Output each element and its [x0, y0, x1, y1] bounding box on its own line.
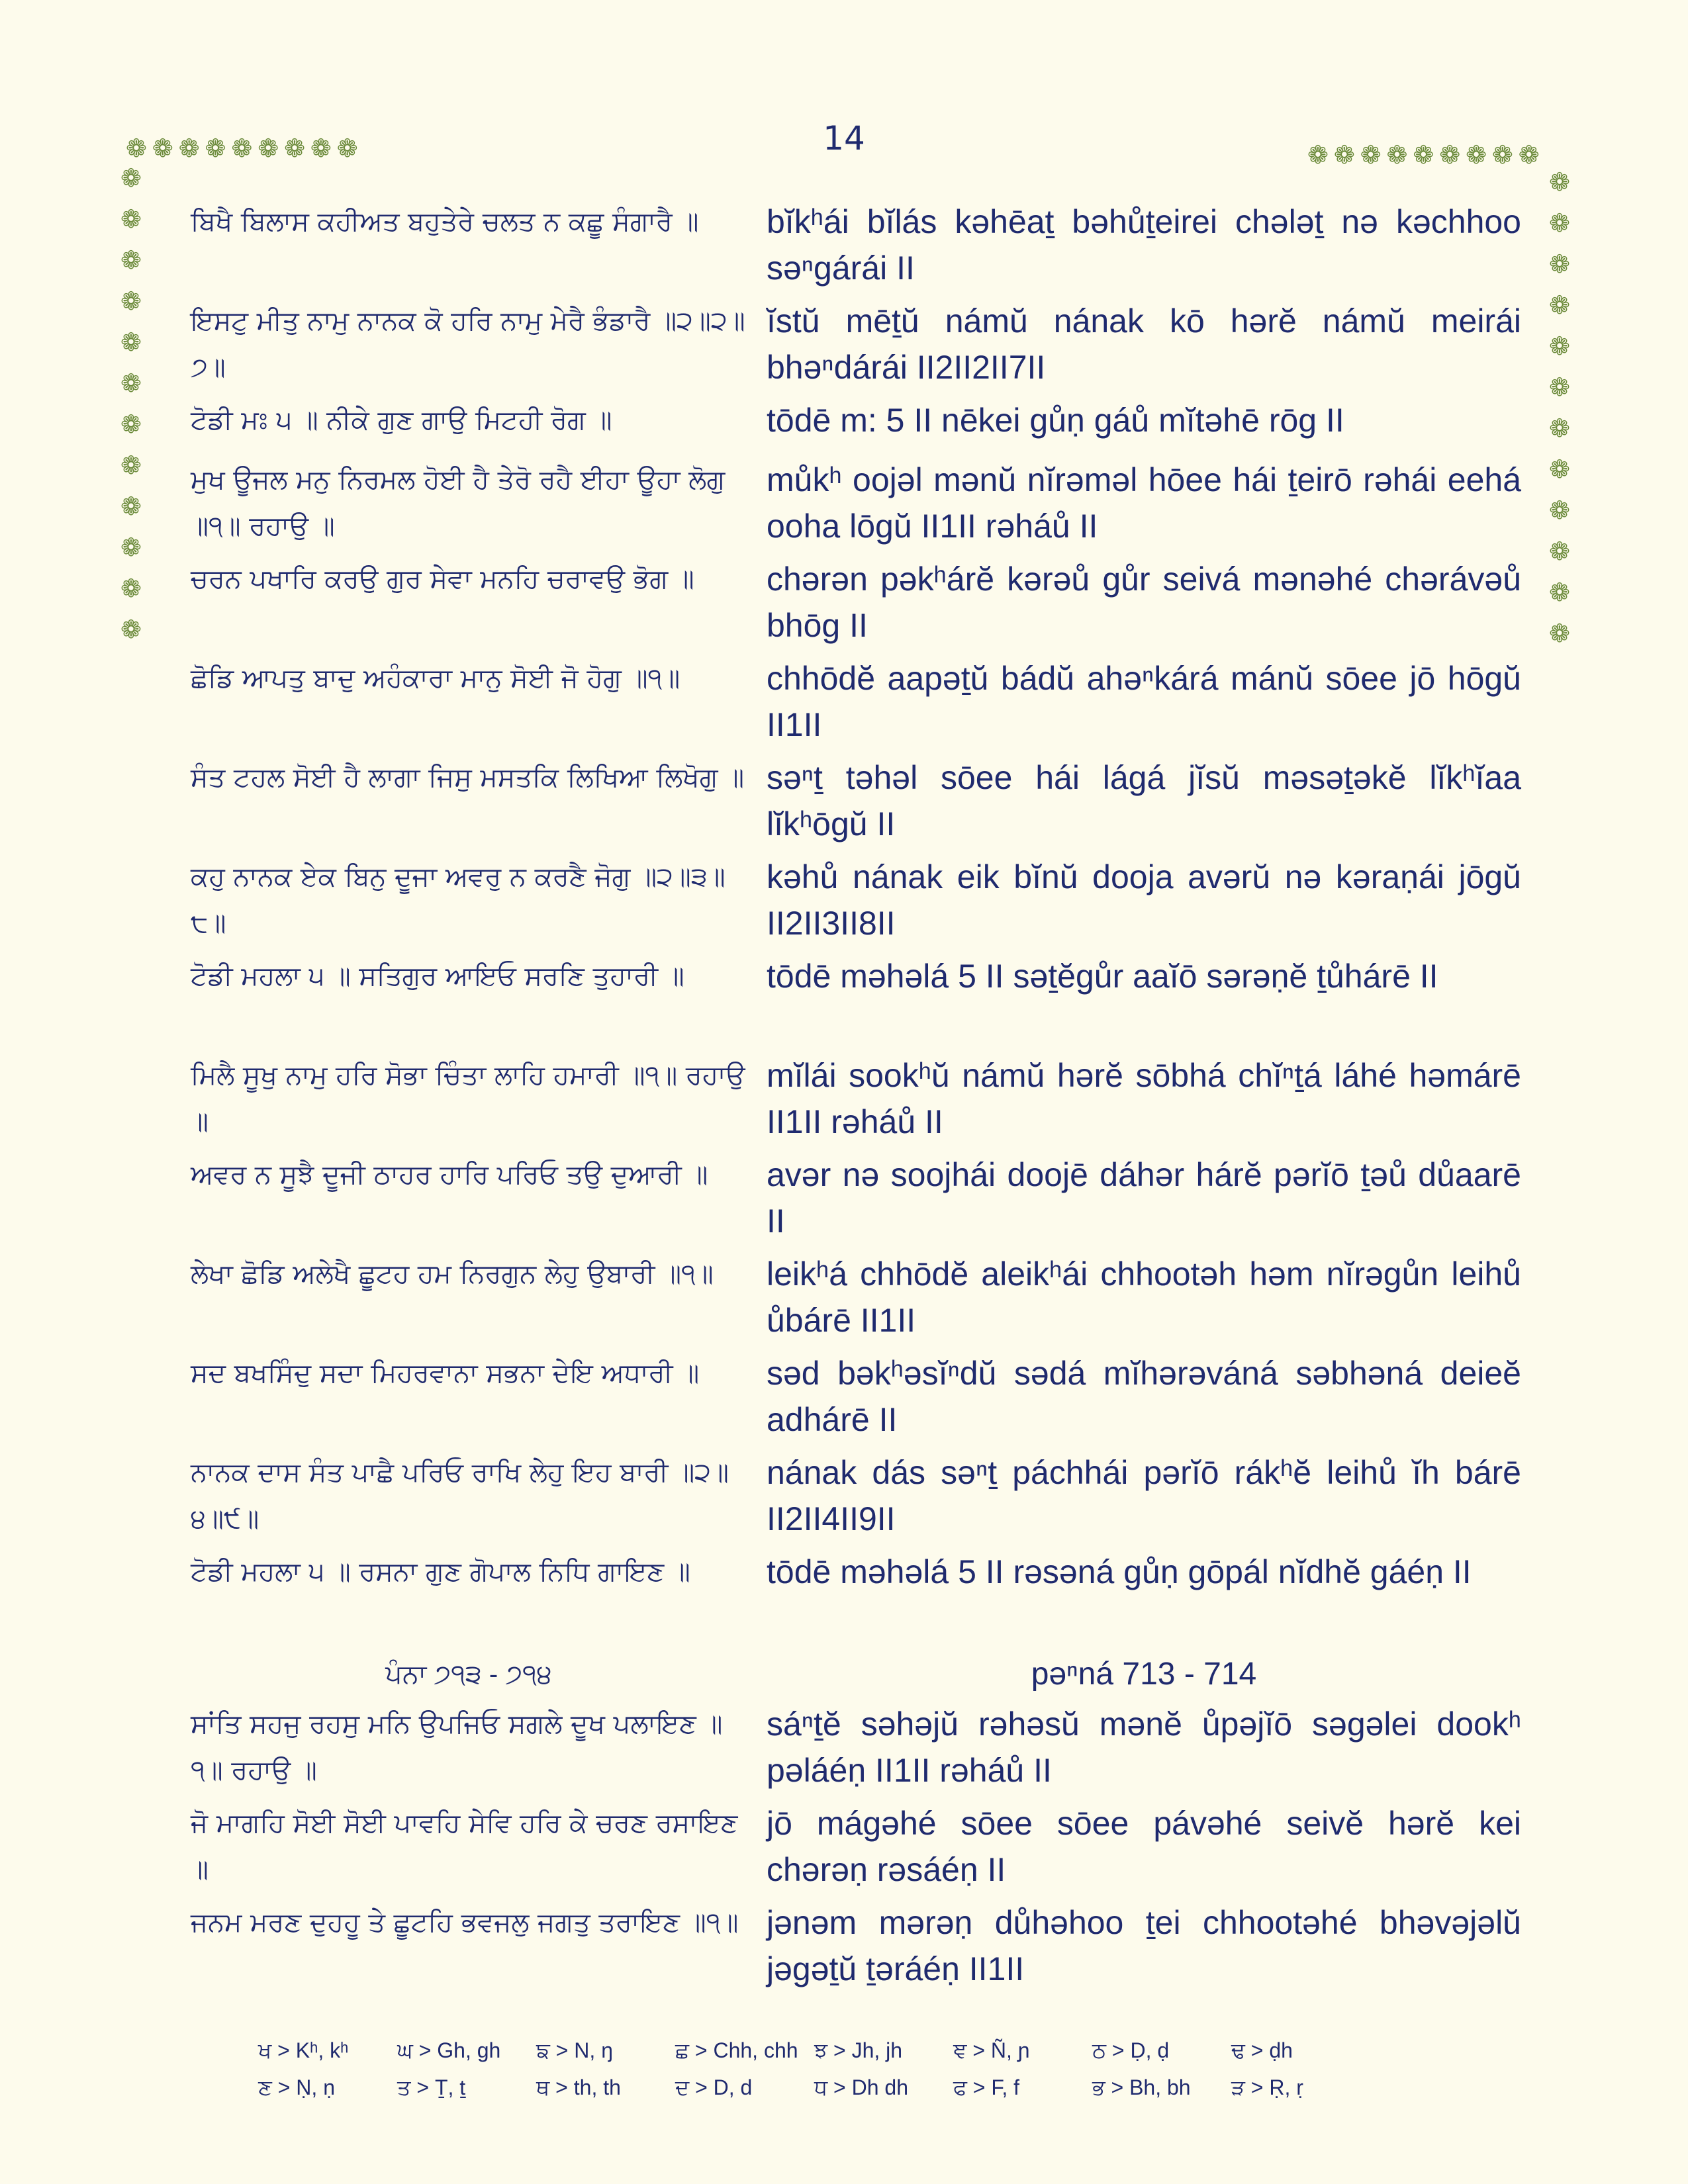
legend-item: ਣ > Ṇ, ṇ [258, 2075, 335, 2099]
transliteration-text: jənəm mərəṇ důhəhoo ṯei chhootəhé bhəvəjəlŭ jəgəṯŭ ṯəráéṇ II1II [767, 1904, 1521, 1987]
flower-icon: ❁ [1307, 140, 1329, 169]
gurmukhi-text: ਬਿਖੈ ਬਿਲਾਸ ਕਹੀਅਤ ਬਹੁਤੇਰੇ ਚਲਤ ਨ ਕਛੂ ਸੰਗਾਰੈ ॥ [191, 206, 699, 237]
verse-row [191, 1449, 1521, 1549]
gurmukhi-text: ਇਸਟੁ ਮੀਤੁ ਨਾਮੁ ਨਾਨਕ ਕੋ ਹਰਿ ਨਾਮੁ ਮੇਰੈ ਭੰਡਾਰੈ ॥੨॥੨॥੭॥ [191, 306, 745, 383]
gurmukhi-text: ਟੋਡੀ ਮਃ ੫ ॥ ਨੀਕੇ ਗੁਣ ਗਾਉ ਮਿਟਹੀ ਰੋਗ ॥ [191, 405, 612, 435]
flower-icon: ❁ [1549, 167, 1570, 197]
gurmukhi-text: ਸਦ ਬਖਸਿੰਦੁ ਸਦਾ ਮਿਹਰਵਾਨਾ ਸਭਨਾ ਦੇਇ ਅਧਾਰੀ ॥ [191, 1358, 700, 1388]
flower-icon: ❁ [1549, 414, 1570, 443]
legend-item: ਤ > Ṯ, ṯ [397, 2075, 466, 2099]
legend-item: ਥ > th, th [536, 2075, 621, 2099]
legend-item: ਢ > ḍh [1231, 2038, 1293, 2062]
gurmukhi-text: ਮਿਲੈ ਸੂਖੁ ਨਾਮੁ ਹਰਿ ਸੋਭਾ ਚਿੰਤਾ ਲਾਹਿ ਹਮਾਰੀ ॥੧॥ ਰਹਾਉ ॥ [191, 1060, 745, 1137]
verse-row [191, 1701, 1521, 1800]
flower-icon: ❁ [1549, 250, 1570, 279]
flower-icon: ❁ [1413, 140, 1434, 169]
transliteration-text: kəhů nának eik bĭnŭ dooja avərŭ nə kəraṇái jōgŭ II2II3II8II [767, 858, 1521, 942]
verse-row [191, 1152, 1521, 1251]
transliteration-text: bĭkʰái bĭlás kəhēaṯ bəhůṯeirei chələṯ nə kəchhoo səⁿgárái II [767, 203, 1521, 287]
transliteration-text: sáⁿṯĕ səhəjŭ rəhəsŭ mənĕ ůpəjĭō səgəlei dookʰ pəláéṇ II1II rəháů II [767, 1706, 1521, 1789]
flower-icon: ❁ [310, 134, 332, 163]
legend-item: ਘ > Gh, gh [397, 2038, 501, 2062]
transliteration-text: chərən pəkʰárĕ kərəů gůr seivá mənəhé chərávəů bhōg II [767, 561, 1521, 644]
gurmukhi-text: ਜਨਮ ਮਰਣ ਦੁਹਹੂ ਤੇ ਛੂਟਹਿ ਭਵਜਲੁ ਜਗਤੁ ਤਰਾਇਣ ॥੧॥ [191, 1907, 739, 1938]
flower-icon: ❁ [1549, 373, 1570, 402]
transliteration-text: tōdē məhəlá 5 II səṯĕgůr aaĭō sərəṇĕ ṯůhárē II [767, 958, 1438, 995]
gurmukhi-text: ਸੰਤ ਟਹਲ ਸੋਈ ਹੈ ਲਾਗਾ ਜਿਸੁ ਮਸਤਕਿ ਲਿਖਿਆ ਲਿਖੋਗੁ ॥ [191, 762, 745, 793]
transliteration-text: tōdē m: 5 II nēkei gůṇ gáů mĭtəhē rōg II [767, 402, 1344, 439]
verse-row [191, 754, 1521, 854]
flower-icon: ❁ [1333, 140, 1355, 169]
flower-icon: ❁ [1386, 140, 1408, 169]
transliteration-text: səⁿṯ təhəl sōee hái lágá jĭsŭ məsəṯəkĕ lĭkʰĭaa lĭkʰōgŭ II [767, 759, 1521, 842]
flower-icon: ❁ [231, 134, 253, 163]
flower-icon: ❁ [120, 574, 142, 603]
flower-icon: ❁ [1360, 140, 1382, 169]
flower-icon: ❁ [120, 163, 142, 193]
flower-icon: ❁ [120, 328, 142, 357]
verse-row [191, 298, 1521, 397]
verse-row [191, 1052, 1521, 1152]
verse-row [191, 655, 1521, 754]
flower-icon: ❁ [336, 134, 358, 163]
verse-row [191, 1350, 1521, 1449]
flower-icon: ❁ [126, 134, 147, 163]
transliteration-text: səd bəkʰəsĭⁿdŭ sədá mĭhərəváná səbhəná deieĕ adhárē II [767, 1355, 1521, 1438]
flower-icon: ❁ [120, 451, 142, 480]
transliteration-text: můkʰ oojəl mənŭ nĭrəməl hōee hái ṯeirō rəhái eehá ooha lōgŭ II1II rəháů II [767, 461, 1521, 545]
flower-icon: ❁ [120, 369, 142, 398]
flower-icon: ❁ [1549, 619, 1570, 648]
gurmukhi-text: ਛੋਡਿ ਆਪਤੁ ਬਾਦੁ ਅਹੰਕਾਰਾ ਮਾਨੁ ਸੋਈ ਜੋ ਹੋਗੁ ॥੧॥ [191, 663, 680, 694]
legend-row [258, 2032, 1450, 2069]
legend-item: ਝ > Jh, jh [814, 2038, 903, 2062]
transliteration-text: ĭstŭ mēṯŭ námŭ nának kō hərĕ námŭ meirái bhəⁿdárái II2II2II7II [767, 302, 1521, 386]
flower-border-top-right [1307, 142, 1540, 167]
legend-item: ਭ > Bh, bh [1092, 2075, 1191, 2099]
legend-item: ਛ > Chh, chh [675, 2038, 798, 2062]
gurmukhi-text: ਸਾਂਤਿ ਸਹਜੁ ਰਹਸੁ ਮਨਿ ਉਪਜਿਓ ਸਗਲੇ ਦੂਖ ਪਲਾਇਣ ॥੧॥ ਰਹਾਉ ॥ [191, 1709, 723, 1786]
flower-icon: ❁ [1549, 455, 1570, 484]
verse-row [191, 199, 1521, 298]
gurmukhi-text: ਟੋਡੀ ਮਹਲਾ ੫ ॥ ਸਤਿਗੁਰ ਆਇਓ ਸਰਣਿ ਤੁਹਾਰੀ ॥ [191, 961, 684, 991]
flower-icon: ❁ [1549, 332, 1570, 361]
legend-item: ਦ > D, d [675, 2075, 753, 2099]
flower-icon: ❁ [178, 134, 200, 163]
transliteration-text: jō mágəhé sōee sōee pávəhé seivĕ hərĕ kei chərəṇ rəsáéṇ II [767, 1805, 1521, 1888]
transliteration-text: chhōdĕ aapəṯŭ bádŭ ahəⁿkárá mánŭ sōee jō hōgŭ II1II [767, 660, 1521, 743]
flower-icon: ❁ [1549, 537, 1570, 566]
panna-gurmukhi: ਪੰਨਾ ੭੧੩ - ੭੧੪ [385, 1660, 552, 1689]
gurmukhi-text: ਜੋ ਮਾਗਹਿ ਸੋਈ ਸੋਈ ਪਾਵਹਿ ਸੇਵਿ ਹਰਿ ਕੇ ਚਰਣ ਰਸਾਇਣ ॥ [191, 1808, 738, 1885]
flower-icon: ❁ [1439, 140, 1461, 169]
verse-table [191, 199, 1521, 1999]
verse-row [191, 854, 1521, 953]
verse-row [191, 556, 1521, 655]
verse-row [191, 953, 1521, 1052]
verse-row [191, 1251, 1521, 1350]
flower-icon: ❁ [1518, 140, 1540, 169]
flower-icon: ❁ [1466, 140, 1487, 169]
panna-row [191, 1648, 1521, 1701]
flower-border-right [1549, 169, 1570, 646]
legend-row [258, 2069, 1450, 2106]
flower-border-left [120, 165, 142, 642]
legend-item: ਫ > F, f [953, 2075, 1020, 2099]
verse-row [191, 457, 1521, 556]
flower-icon: ❁ [258, 134, 279, 163]
verse-row [191, 397, 1521, 457]
flower-icon: ❁ [120, 615, 142, 644]
flower-icon: ❁ [152, 134, 173, 163]
flower-icon: ❁ [120, 287, 142, 316]
legend-item: ਖ > Kʰ, kʰ [258, 2038, 349, 2062]
flower-icon: ❁ [1549, 208, 1570, 238]
flower-icon: ❁ [284, 134, 305, 163]
page-number: 14 [823, 119, 865, 158]
gurmukhi-text: ਲੇਖਾ ਛੋਡਿ ਅਲੇਖੈ ਛੂਟਹ ਹਮ ਨਿਰਗੁਨ ਲੇਹੁ ਉਬਾਰੀ ॥੧॥ [191, 1259, 714, 1289]
panna-translit: pəⁿná 713 - 714 [1031, 1657, 1257, 1692]
flower-icon: ❁ [120, 492, 142, 521]
gurmukhi-text: ਮੁਖ ਊਜਲ ਮਨੁ ਨਿਰਮਲ ਹੋਈ ਹੈ ਤੇਰੋ ਰਹੈ ਈਹਾ ਊਹਾ ਲੋਗੁ ॥੧॥ ਰਹਾਉ ॥ [191, 465, 726, 541]
transliteration-text: leikʰá chhōdĕ aleikʰái chhootəh həm nĭrəgůn leihů ůbárē II1II [767, 1255, 1521, 1339]
flower-icon: ❁ [120, 205, 142, 234]
flower-icon: ❁ [1549, 578, 1570, 607]
verse-row [191, 1549, 1521, 1648]
gurmukhi-text: ਕਹੁ ਨਾਨਕ ਏਕ ਬਿਨੁ ਦੂਜਾ ਅਵਰੁ ਨ ਕਰਣੈ ਜੋਗੁ ॥੨॥੩॥੮॥ [191, 862, 726, 938]
flower-icon: ❁ [120, 410, 142, 439]
flower-border-top-left [126, 136, 358, 161]
gurmukhi-text: ਅਵਰ ਨ ਸੂਝੈ ਦੂਜੀ ਠਾਹਰ ਹਾਰਿ ਪਰਿਓ ਤਉ ਦੁਆਰੀ ॥ [191, 1160, 708, 1190]
transliteration-text: avər nə soojhái doojē dáhər hárĕ pərĭō ṯəů důaarē II [767, 1156, 1521, 1240]
flower-icon: ❁ [120, 533, 142, 562]
gurmukhi-text: ਟੋਡੀ ਮਹਲਾ ੫ ॥ ਰਸਨਾ ਗੁਣ ਗੋਪਾਲ ਨਿਧਿ ਗਾਇਣ ॥ [191, 1557, 690, 1587]
legend-item: ਞ > Ñ, ɲ [953, 2038, 1030, 2062]
flower-icon: ❁ [1491, 140, 1513, 169]
flower-icon: ❁ [1549, 291, 1570, 320]
transliteration-legend [258, 2032, 1450, 2106]
flower-icon: ❁ [1549, 496, 1570, 525]
gurmukhi-text: ਚਰਨ ਪਖਾਰਿ ਕਰਉ ਗੁਰ ਸੇਵਾ ਮਨਹਿ ਚਰਾਵਉ ਭੋਗ ॥ [191, 564, 694, 594]
transliteration-text: nának dás səⁿṯ páchhái pərĭō rákʰĕ leihů ĭh bárē II2II4II9II [767, 1454, 1521, 1537]
verse-row [191, 1899, 1521, 1999]
legend-item: ਧ > Dh dh [814, 2075, 909, 2099]
legend-item: ੜ > Ṛ, ṛ [1231, 2075, 1303, 2099]
flower-icon: ❁ [205, 134, 226, 163]
legend-item: ਙ > N, ŋ [536, 2038, 613, 2062]
gurmukhi-text: ਨਾਨਕ ਦਾਸ ਸੰਤ ਪਾਛੈ ਪਰਿਓ ਰਾਖਿ ਲੇਹੁ ਇਹ ਬਾਰੀ ॥੨॥੪॥੯॥ [191, 1457, 729, 1534]
transliteration-text: tōdē məhəlá 5 II rəsəná gůṇ gōpál nĭdhĕ gáéṇ II [767, 1553, 1472, 1590]
verse-row [191, 1800, 1521, 1899]
flower-icon: ❁ [120, 246, 142, 275]
legend-item: ਠ > Ḍ, ḍ [1092, 2038, 1170, 2062]
transliteration-text: mĭlái sookʰŭ námŭ hərĕ sōbhá chĭⁿṯá láhé həmárē II1II rəháů II [767, 1057, 1521, 1140]
